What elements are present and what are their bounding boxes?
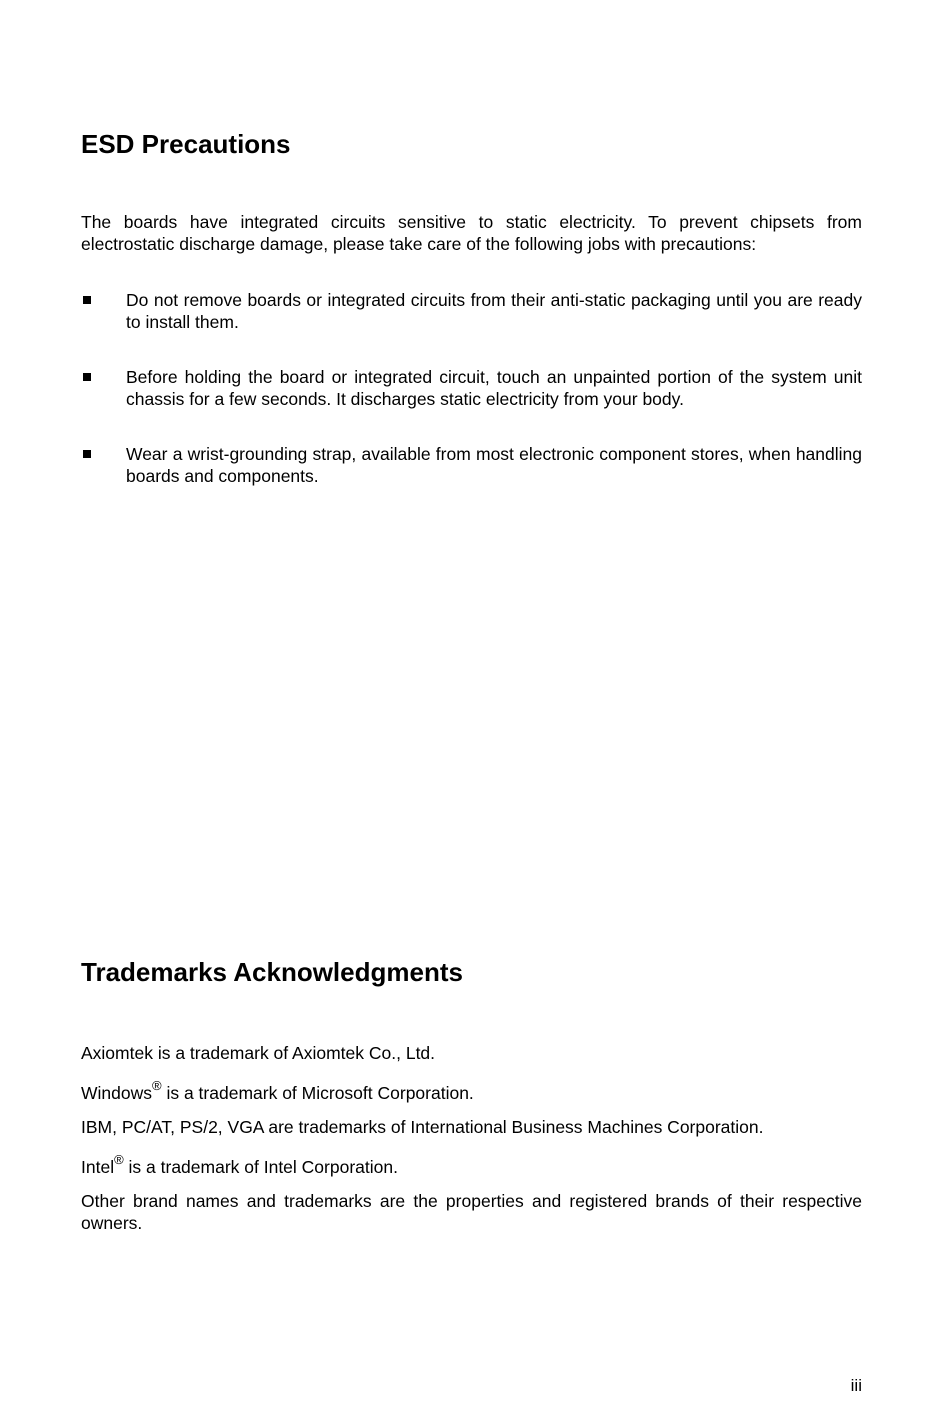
registered-mark: ® <box>114 1152 124 1167</box>
trademark-ibm: IBM, PC/AT, PS/2, VGA are trademarks of International Business Machines Corporation. <box>81 1117 764 1137</box>
trademark-intel <box>81 1152 862 1180</box>
square-bullet-icon <box>83 296 91 304</box>
esd-intro-paragraph: The boards have integrated circuits sensitive to static electricity. To prevent chipsets from electrostatic discharge damage, please take care of the following jobs with precautions: <box>81 212 862 254</box>
trademark-name: Intel <box>81 1157 115 1177</box>
trademark-text: is a trademark of Intel Corporation. <box>123 1157 398 1177</box>
square-bullet-icon <box>83 373 91 381</box>
trademark-windows <box>81 1078 862 1106</box>
list-item-text: Wear a wrist-grounding strap, available from most electronic component stores, when handling boards and components. <box>126 444 862 486</box>
list-item-text: Do not remove boards or integrated circuits from their anti-static packaging until you are ready to install them. <box>126 290 862 332</box>
esd-precautions-heading: ESD Precautions <box>81 129 291 159</box>
trademark-name: Windows <box>81 1083 152 1103</box>
registered-mark: ® <box>152 1078 162 1093</box>
list-item-text: Before holding the board or integrated circuit, touch an unpainted portion of the system unit chassis for a few seconds. It discharges static electricity from your body. <box>126 367 862 409</box>
trademark-axiomtek: Axiomtek is a trademark of Axiomtek Co., Ltd. <box>81 1043 436 1063</box>
trademarks-heading: Trademarks Acknowledgments <box>81 957 463 987</box>
page-number: iii <box>850 1376 862 1395</box>
trademark-text: is a trademark of Microsoft Corporation. <box>161 1083 474 1103</box>
square-bullet-icon <box>83 450 91 458</box>
trademark-other-brands: Other brand names and trademarks are the properties and registered brands of their respective owners. <box>81 1191 862 1233</box>
